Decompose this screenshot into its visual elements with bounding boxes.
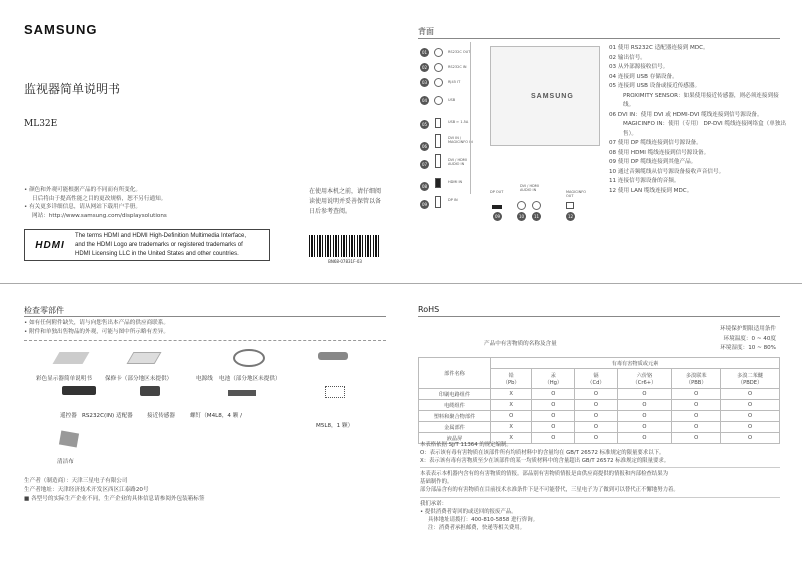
page-divider xyxy=(0,283,802,284)
port-desc-row: MAGICINFO IN：使用（专用） DP-DVI 缆线连接网络盒（单独出售）。 xyxy=(623,121,787,137)
promise-title: 我们承诺： xyxy=(420,497,780,508)
accessory-label: RS232C(IN) 适配器 xyxy=(82,413,133,419)
rohs-note: 部分部品含有的有害物质在目前技术水准条件下是不可能替代，三星电子为了做到可以替代正不懈地努力着。 xyxy=(420,487,679,493)
col-header: 多溴二苯醚 （PBDE） xyxy=(721,369,780,389)
accessory-label: 清洁布 xyxy=(57,459,74,465)
bubble: 07 xyxy=(421,162,428,167)
col-header: 镉 （Cd） xyxy=(575,369,617,389)
port-desc-row: 12 使用 LAN 缆线连接到 MDC。 xyxy=(609,187,693,194)
col-header: 汞 （Hg） xyxy=(532,369,575,389)
col-header: 多溴联苯 （PBB） xyxy=(672,369,721,389)
rs232c-adapter-icon xyxy=(140,386,160,396)
port-desc-row: 04 连接到 USB 存储设备。 xyxy=(609,73,678,80)
rs232c-in-port-icon xyxy=(434,63,443,72)
manufacturer-footnote: ■ 各型号的实际生产企业不同，生产企业的具体信息请参阅外包装箱标签 xyxy=(24,496,205,502)
audio-out-port-icon xyxy=(532,201,541,210)
port-desc-row: 10 通过音频缆线从信号源设备接收声音信号。 xyxy=(609,168,725,175)
port-label: USB xyxy=(448,98,456,102)
accessories-note: • 如有任何附件缺失，请与向您售出本产品的供应商联系。 xyxy=(24,320,169,326)
manufacturer: 生产者（制造商）：天津三星电子有限公司 xyxy=(24,478,128,484)
table-row: 塑料和聚合物部件 O O O O O O xyxy=(419,411,780,422)
table-row: 印刷电路组件 X O O O O O xyxy=(419,389,780,400)
rohs-note: 基础制作的。 xyxy=(420,479,453,485)
audio-in-port-icon xyxy=(517,201,526,210)
document-title: 监视器简单说明书 xyxy=(24,82,121,96)
accessory-label: 螺钉（M4L8，4 颗 / xyxy=(190,413,243,419)
rohs-header-main: 产品中有害物质的名称及含量 xyxy=(484,341,557,347)
rohs-table xyxy=(418,357,780,444)
port-desc-row: 02 输出信号。 xyxy=(609,54,646,61)
accessory-label: 保修卡（部分地区未提供） xyxy=(105,376,173,382)
port-desc-row: 09 使用 DP 缆线连接到其他产品。 xyxy=(609,159,697,165)
port-label: HDMI IN xyxy=(448,180,463,184)
back-port-descriptions xyxy=(609,44,789,196)
manufacturer-address: 生产者地址：天津经济技术开发区西区江泰路20号 xyxy=(24,487,149,493)
audio-in-port-icon xyxy=(435,154,441,168)
note-line: 网站：http://www.samsung.com/displaysolutions xyxy=(32,212,167,219)
rohs-title: RoHS xyxy=(418,305,440,314)
promise-line: 具体地址请拨打：400-810-5858 进行咨询。 xyxy=(428,517,538,523)
dp-out-port-icon xyxy=(492,205,502,209)
port-desc-row: 06 DVI IN：使用 DVI 或 HDMI-DVI 缆线连接到信号源设备。 xyxy=(609,111,763,118)
rohs-header xyxy=(418,324,780,355)
warranty-card-icon xyxy=(127,352,162,364)
hdmi-port-icon xyxy=(435,178,441,188)
port-label: RS232C IN xyxy=(448,65,467,69)
rohs-note: O：表示该有毒有害物质在该部件所有均质材料中的含量均在 GB/T 26572 标准规定的限量要求以下。 xyxy=(420,450,665,456)
hdmi-trademark-box xyxy=(24,229,270,261)
bubble: 12 xyxy=(567,214,574,219)
port-label: RS232C OUT xyxy=(448,50,471,54)
port-desc-row: 01 使用 RS232C 适配器连接到 MDC。 xyxy=(609,45,709,51)
bottom-ports xyxy=(470,184,586,202)
rs232c-out-port-icon xyxy=(434,48,443,57)
bubble: 08 xyxy=(421,184,428,189)
samsung-logo: SAMSUNG xyxy=(24,22,98,37)
port-desc-row: 03 从外部源接收信号。 xyxy=(609,64,669,70)
port-label: RJ45 IT xyxy=(448,80,461,84)
bubble: 05 xyxy=(421,122,428,127)
accessory-label: 遥控器 xyxy=(60,413,77,419)
sub-header: 有毒有害物质或元素 xyxy=(491,358,780,369)
bubble: 03 xyxy=(421,80,428,85)
bubble: 04 xyxy=(421,98,428,103)
port-desc-row: 05 连接到 USB 设备或接近传感器。 xyxy=(609,83,701,89)
cleaning-cloth-icon xyxy=(59,431,79,448)
back-section-title: 背面 xyxy=(418,27,434,36)
bubble: 10 xyxy=(518,214,525,219)
divider xyxy=(24,316,386,317)
model-number: ML32E xyxy=(24,119,58,129)
usb-port-icon xyxy=(434,96,443,105)
note-line: 日后将由于提高性能之目的更改规格，恕不另行通知。 xyxy=(32,195,167,202)
bubble: 02 xyxy=(421,65,428,70)
accessories-note: • 附件和单独出售物品的外观，可能与图中所示略有差异。 xyxy=(24,329,169,335)
accessory-label: M5L8，1 颗） xyxy=(316,423,354,429)
table-row: 液晶屏 X O O O O O xyxy=(419,433,780,444)
env-line: 环境湿度：10 ~ 80% xyxy=(720,345,776,351)
divider-dashed xyxy=(24,340,386,341)
intro-notes xyxy=(24,186,294,220)
bubble: 09 xyxy=(421,202,428,207)
port-label: DVI / HDMI AUDIO IN xyxy=(448,158,467,166)
port-label: MAGICINFO OUT xyxy=(566,190,586,198)
hdmi-logo: HDMI xyxy=(35,239,65,251)
proximity-sensor-icon xyxy=(228,390,256,396)
port-label: DP IN xyxy=(448,198,458,202)
dvi-port-icon xyxy=(435,134,441,148)
monitor-brand: SAMSUNG xyxy=(531,93,574,100)
remote-control-icon xyxy=(62,386,96,395)
port-desc-row: 11 连接信号源设备的音频。 xyxy=(609,178,680,184)
table-row: 金属部件 X O O O O O xyxy=(419,422,780,433)
bubble: 11 xyxy=(533,214,540,219)
barcode-image xyxy=(309,235,381,257)
power-cord-icon xyxy=(233,349,265,367)
rj45-mdc-port-icon xyxy=(566,202,574,209)
usb-power-port-icon xyxy=(435,118,441,128)
promise-line: • 提供消费者寄回的或送回的报废产品。 xyxy=(420,509,517,515)
promise-line: 注：消费者承担邮费，快递等相关费用。 xyxy=(428,525,526,531)
hdmi-line: and the HDMI Logo are trademarks or registered trademarks of xyxy=(75,241,243,248)
accessory-label: 接近传感器 xyxy=(147,413,175,419)
hdmi-line: HDMI Licensing LLC in the United States and other countries. xyxy=(75,250,239,257)
rj45-port-icon xyxy=(434,78,443,87)
port-label: DVI / HDMI AUDIO IN xyxy=(520,184,539,192)
note-line: • 颜色和外观可能根据产品的不同而有所变化。 xyxy=(24,186,294,195)
accessory-label: 电池（部分地区未提供） xyxy=(219,376,281,382)
port-desc-row: 08 使用 HDMI 缆线连接到信号源设备。 xyxy=(609,149,710,156)
port-label: DP OUT xyxy=(490,190,504,194)
note-line: • 有关更多详细信息，请从网站下载用户手册。 xyxy=(24,203,294,212)
dp-port-icon xyxy=(435,196,441,208)
barcode-number: BN68-07831F-03 xyxy=(328,259,362,264)
accessories-title: 检查零部件 xyxy=(24,306,64,315)
hdmi-line: The terms HDMI and HDMI High-Definition Multimedia Interface, xyxy=(75,232,247,239)
rohs-note: 本表格依据 SJ/T 11364 的规定编制。 xyxy=(420,442,512,448)
bubble: 06 xyxy=(421,144,428,149)
batteries-icon xyxy=(318,352,348,360)
monitor-back-illustration xyxy=(490,46,600,146)
port-desc-row: PROXIMITY SENSOR：如果使用接近传感器，则必须连接到接线。 xyxy=(623,92,779,108)
port-desc-row: 07 使用 DP 缆线连接到信号源设备。 xyxy=(609,140,702,146)
rohs-note: 本表表示本机器内含有的有害物质的情报。部品别有害物质情报是由供应商提供的情报和内部检查结果为 xyxy=(420,467,780,478)
rohs-note: X：表示该有毒有害物质至少在该部件的某一均质材料中的含量超出 GB/T 26572 标准规定的限量要求。 xyxy=(420,458,670,464)
part-col-header: 部件名称 xyxy=(419,358,491,389)
bubble: 01 xyxy=(421,50,428,55)
col-header: 铅 （Pb） xyxy=(491,369,532,389)
port-label: USB ⇐ 1.5A xyxy=(448,120,469,124)
manual-icon xyxy=(53,352,90,364)
hdmi-text xyxy=(75,232,246,259)
divider xyxy=(418,316,780,317)
accessory-label: 电源线 xyxy=(196,376,213,382)
table-row: 电缆组件 X O O O O O xyxy=(419,400,780,411)
rohs-notes xyxy=(420,441,780,532)
screws-icon xyxy=(325,386,345,398)
env-line: 环境温度：0 ~ 40度 xyxy=(723,335,776,342)
bubble: 09 xyxy=(494,214,501,219)
col-header: 六价铬 （Cr6+） xyxy=(617,369,672,389)
divider xyxy=(418,38,780,39)
rohs-env-conditions xyxy=(720,325,776,354)
accessory-label: 彩色显示器简单说明书 xyxy=(36,376,92,382)
usage-note: 在使用本机之前，请仔细阅读使用说明并妥善保管以备日后参考查阅。 xyxy=(309,188,382,215)
port-label: DVI IN / MAGICINFO IN xyxy=(448,136,473,144)
env-line: 环境保护期限适用条件 xyxy=(720,326,776,332)
port-column xyxy=(434,46,474,216)
